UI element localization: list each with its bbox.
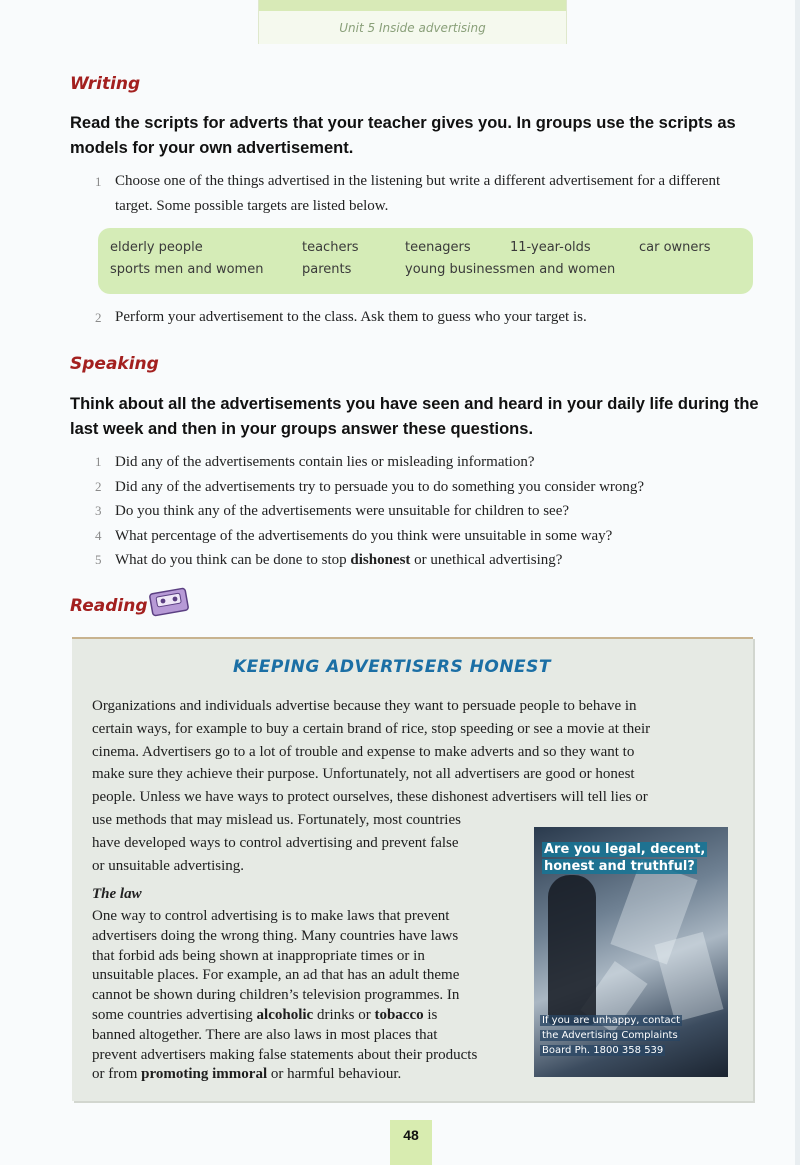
question-item	[95, 475, 775, 500]
law-line	[92, 947, 522, 967]
poster-shape	[654, 932, 723, 1022]
speaking-instruction: Think about all the advertisements you have seen and heard in your daily life during the last week and then in your groups answer these questions.	[70, 395, 759, 438]
question-item	[95, 450, 775, 475]
speaking-section-title: Speaking	[70, 354, 159, 374]
question-text-end: or unethical advertising?	[410, 552, 563, 568]
law-text: prevent advertisers making false statements about their products	[92, 1046, 478, 1063]
writing-section-title: Writing	[70, 74, 141, 94]
poster-headline-line: Are you legal, decent,	[544, 842, 706, 857]
intro-line: have developed ways to control advertising and prevent false	[92, 834, 459, 851]
poster-footer-line: Board Ph. 1800 358 539	[542, 1045, 664, 1056]
law-paragraph	[92, 907, 522, 1085]
question-item	[95, 548, 775, 573]
intro-line: or unsuitable advertising.	[92, 857, 245, 874]
keyword: immoral	[212, 1066, 268, 1083]
question-text-start: What do you think can be done to stop	[115, 552, 351, 568]
target-parents: parents	[302, 262, 352, 277]
intro-line: use methods that may mislead us. Fortunately, most countries	[92, 811, 461, 828]
intro-line: cinema. Advertisers go to a lot of trouble and expense to make adverts and so they want to	[92, 743, 635, 760]
advertising-poster-image	[534, 827, 728, 1077]
poster-footer-line: If you are unhappy, contact	[542, 1015, 681, 1026]
law-line	[92, 1026, 522, 1046]
law-line	[92, 966, 522, 986]
law-line	[92, 986, 522, 1006]
reading-article-box	[72, 637, 753, 1101]
item-number: 1	[95, 174, 102, 189]
cassette-tape-icon	[148, 587, 190, 617]
poster-footer	[540, 1013, 724, 1058]
keyword: tobacco	[374, 1006, 424, 1023]
law-text: is	[423, 1006, 438, 1023]
law-line	[92, 907, 522, 927]
page-edge	[795, 0, 800, 1165]
keyword-dishonest: dishonest	[350, 552, 411, 568]
intro-line: people. Unless we have ways to protect ourselves, these dishonest advertisers will tell lies or	[92, 789, 648, 806]
law-text: One way to control advertising is to make laws that prevent	[92, 908, 450, 924]
law-text: or harmful behaviour.	[267, 1066, 402, 1083]
target-teachers: teachers	[302, 240, 359, 255]
targets-box	[98, 228, 753, 294]
law-heading: The law	[92, 886, 142, 902]
question-item	[95, 524, 775, 549]
poster-headline-line: honest and truthful?	[544, 859, 695, 874]
law-line	[92, 1046, 522, 1066]
poster-figure	[548, 875, 596, 1025]
law-text: banned altogether. There are also laws in most places that	[92, 1026, 438, 1043]
law-text: that forbid ads being shown at inappropriate times or in	[92, 947, 425, 964]
question-number: 2	[95, 478, 102, 494]
law-text: advertisers doing the wrong thing. Many countries have laws	[92, 927, 459, 944]
law-text: unsuitable places. For example, an ad that has an adult theme	[92, 967, 460, 984]
question-number: 4	[95, 527, 102, 543]
question-text: Did any of the advertisements contain lies or misleading information?	[115, 454, 535, 470]
writing-instruction: Read the scripts for adverts that your teacher gives you. In groups use the scripts as models for your own advertisement.	[70, 114, 736, 157]
item-text: Perform your advertisement to the class. Ask them to guess who your target is.	[115, 309, 587, 325]
reading-section-title: Reading	[70, 596, 148, 616]
poster-headline	[542, 841, 722, 875]
law-text: drinks or	[313, 1006, 375, 1023]
keyword: alcoholic	[256, 1006, 314, 1023]
item-text: Choose one of the things advertised in the listening but write a different advertisement for a different target. Some possible targets are listed below.	[115, 173, 721, 214]
poster-footer-line: the Advertising Complaints	[542, 1030, 678, 1041]
question-number: 1	[95, 454, 102, 469]
unit-header	[258, 0, 567, 44]
intro-line: Organizations and individuals advertise because they want to persuade people to behave in	[92, 698, 637, 714]
question-number: 3	[95, 503, 102, 518]
article-title: KEEPING ADVERTISERS HONEST	[232, 657, 552, 677]
question-text	[115, 548, 562, 572]
unit-title: Unit 5 Inside advertising	[339, 21, 486, 35]
target-sports-people: sports men and women	[110, 262, 264, 277]
law-text: cannot be shown during children’s television programmes. In	[92, 987, 460, 1004]
keyword: promoting	[141, 1066, 209, 1083]
target-car-owners: car owners	[639, 240, 711, 255]
target-elderly-people: elderly people	[110, 240, 203, 255]
target-teenagers: teenagers	[405, 240, 471, 255]
writing-item-1	[95, 169, 760, 219]
writing-item-2	[95, 305, 760, 330]
question-item	[95, 499, 775, 524]
target-11-year-olds: 11-year-olds	[510, 240, 591, 255]
item-number: 2	[95, 310, 102, 325]
unit-header-bar	[259, 0, 566, 11]
law-line	[92, 1065, 522, 1085]
question-text: Did any of the advertisements try to persuade you to do something you consider wrong?	[115, 478, 645, 495]
page-number: 48	[390, 1120, 432, 1165]
law-line	[92, 927, 522, 947]
speaking-questions	[95, 450, 775, 573]
law-line	[92, 1006, 522, 1026]
question-number: 5	[95, 552, 102, 567]
question-text: What percentage of the advertisements do you think were unsuitable in some way?	[115, 527, 613, 544]
intro-line: make sure they achieve their purpose. Unfortunately, not all advertisers are good or honest	[92, 766, 635, 783]
intro-line: certain ways, for example to buy a certain brand of rice, stop speeding or see a movie at their	[92, 720, 651, 737]
question-text: Do you think any of the advertisements were unsuitable for children to see?	[115, 503, 570, 519]
law-text: some countries advertising	[92, 1006, 257, 1023]
target-young-business: young businessmen and women	[405, 262, 616, 277]
law-text: or from	[92, 1066, 142, 1083]
